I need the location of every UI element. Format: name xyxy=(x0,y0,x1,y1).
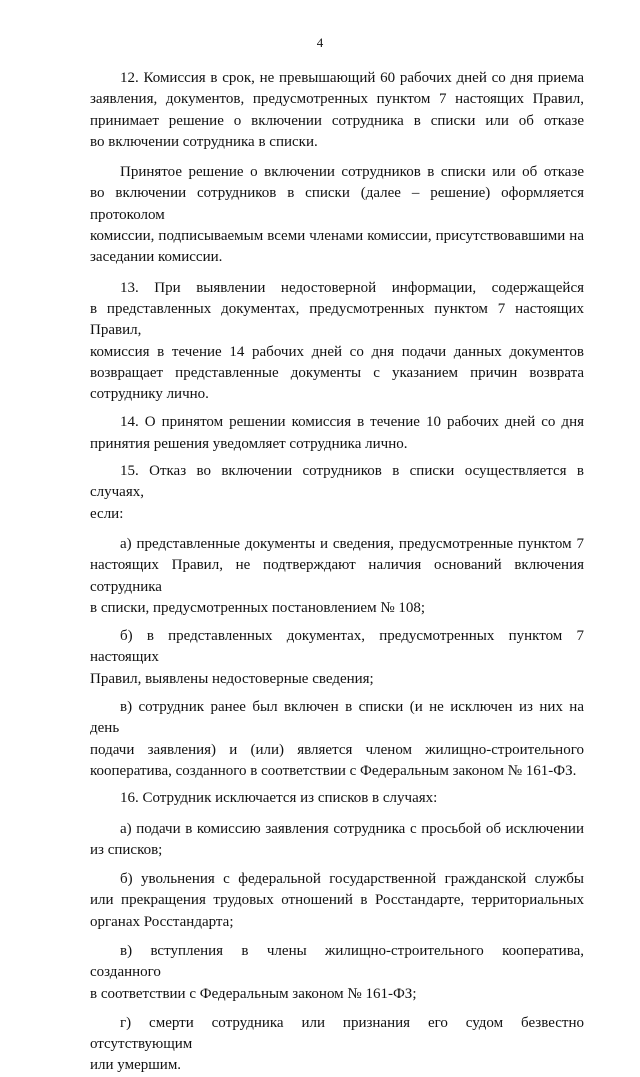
paragraph-p12b xyxy=(90,162,584,268)
text-line: в соответствии с Федеральным законом № 161-ФЗ; xyxy=(90,985,417,1002)
text-line: заседании комиссии. xyxy=(90,249,223,266)
text-line: 12. Комиссия в срок, не превышающий 60 рабочих дней со дня приема xyxy=(120,70,584,86)
text-line: в) вступления в члены жилищно-строительного кооператива, созданного xyxy=(90,942,584,981)
text-line: во включении сотрудников в списки (далее – решение) оформляется протоколом xyxy=(90,185,584,223)
text-line: заявления, документов, предусмотренных пунктом 7 настоящих Правил, xyxy=(90,91,584,108)
text-line: или прекращения трудовых отношений в Росстандарте, территориальных xyxy=(90,892,584,909)
text-line: из списков; xyxy=(90,841,163,858)
text-line: подачи заявления) и (или) является членом жилищно-строительного xyxy=(90,741,584,758)
text-line: 13. При выявлении недостоверной информации, содержащейся xyxy=(120,279,584,296)
text-line: в) сотрудник ранее был включен в списки (и не исключен из них на день xyxy=(90,699,584,737)
text-line: 16. Сотрудник исключается из списков в случаях: xyxy=(120,790,438,807)
text-line: 14. О принятом решении комиссия в течение 10 рабочих дней со дня xyxy=(120,414,584,431)
paragraph-p16d xyxy=(90,1013,584,1077)
document-body xyxy=(90,68,584,1077)
text-line: а) подачи в комиссию заявления сотрудника с просьбой об исключении xyxy=(120,820,584,837)
page-number: 4 xyxy=(316,35,324,50)
text-line: в списки, предусмотренных постановлением № 108; xyxy=(90,599,426,616)
paragraph-p14 xyxy=(90,412,584,455)
paragraph-p13 xyxy=(90,278,584,406)
paragraph-p16 xyxy=(90,788,584,809)
text-line: кооператива, созданного в соответствии с Федеральным законом № 161-ФЗ. xyxy=(90,762,577,779)
paragraph-p16c xyxy=(90,941,584,1005)
text-line: во включении сотрудника в списки. xyxy=(90,133,318,150)
text-line: принимает решение о включении сотрудника в списки или об отказе xyxy=(90,112,584,129)
text-line: комиссия в течение 14 рабочих дней со дня подачи данных документов xyxy=(90,343,584,360)
text-line: б) увольнения с федеральной государственной гражданской службы xyxy=(120,871,584,888)
text-line: Правил, выявлены недостоверные сведения; xyxy=(90,670,374,687)
text-line: а) представленные документы и сведения, предусмотренные пунктом 7 xyxy=(120,535,584,552)
paragraph-p15c xyxy=(90,697,584,782)
paragraph-p15b xyxy=(90,626,584,690)
text-line: в представленных документах, предусмотренных пунктом 7 настоящих Правил, xyxy=(90,300,584,339)
text-line: б) в представленных документах, предусмотренных пунктом 7 настоящих xyxy=(90,628,584,666)
text-line: настоящих Правил, не подтверждают наличия оснований включения сотрудника xyxy=(90,557,584,595)
text-line: 15. Отказ во включении сотрудников в списки осуществляется в случаях, xyxy=(90,463,584,501)
paragraph-p16a xyxy=(90,819,584,862)
paragraph-p15 xyxy=(90,461,584,525)
paragraph-p12 xyxy=(90,68,584,153)
paragraph-p16b xyxy=(90,869,584,933)
text-line: сотруднику лично. xyxy=(90,386,209,403)
text-line: г) смерти сотрудника или признания его судом безвестно отсутствующим xyxy=(90,1014,584,1053)
text-line: возвращает представленные документы с указанием причин возврата xyxy=(90,364,584,381)
text-line: принятия решения уведомляет сотрудника лично. xyxy=(90,435,408,452)
text-line: Принятое решение о включении сотрудников в списки или об отказе xyxy=(120,164,584,181)
text-line: органах Росстандарта; xyxy=(90,913,234,930)
paragraph-p15a xyxy=(90,534,584,619)
text-line: комиссии, подписываемым всеми членами комиссии, присутствовавшими на xyxy=(90,228,584,245)
text-line: если: xyxy=(90,505,124,522)
text-line: или умершим. xyxy=(90,1057,182,1074)
